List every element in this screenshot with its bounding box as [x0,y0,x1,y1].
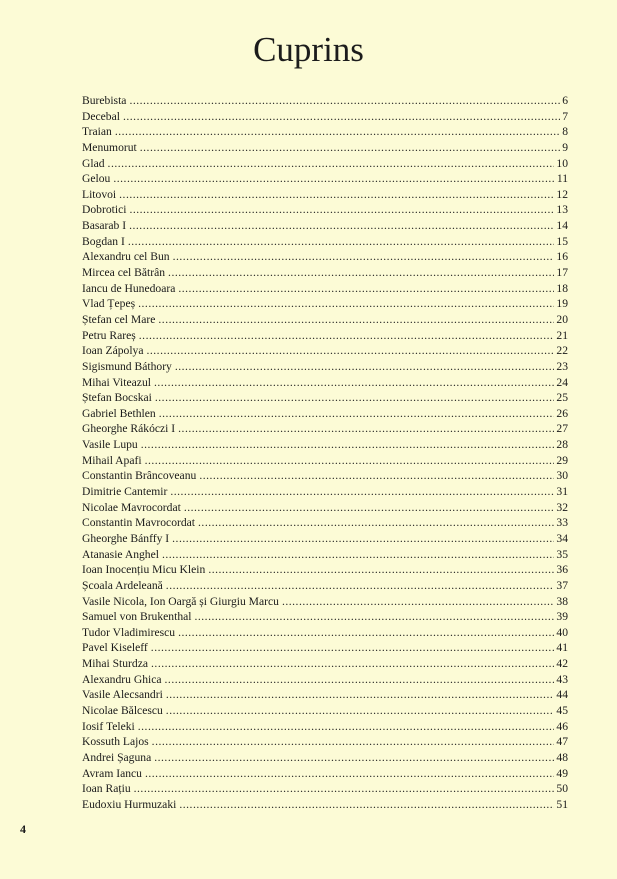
toc-entry-page: 27 [556,422,568,436]
toc-entry[interactable] [82,234,568,250]
dot-leader [145,453,555,469]
toc-entry-title: Iosif Teleki [82,719,135,733]
toc-entry-page: 45 [556,703,568,717]
toc-entry[interactable] [82,312,568,328]
toc-entry-title: Mihail Apafi [82,453,142,467]
toc-entry[interactable] [82,734,568,750]
toc-entry-page: 51 [556,797,568,811]
toc-entry-page: 23 [556,359,568,373]
toc-entry[interactable] [82,328,568,344]
toc-entry-page: 15 [556,234,568,248]
toc-entry-page: 36 [556,563,568,577]
toc-entry-title: Traian [82,125,112,139]
toc-entry-title: Gheorghe Rákóczi I [82,422,176,436]
toc-entry-page: 8 [562,125,568,139]
toc-entry[interactable] [82,249,568,265]
toc-entry-title: Nicolae Bălcescu [82,703,163,717]
toc-entry[interactable] [82,265,568,281]
dot-leader [108,156,555,172]
toc-entry-title: Nicolae Mavrocordat [82,500,181,514]
dot-leader [123,109,560,125]
table-of-contents [82,93,568,812]
toc-entry-page: 7 [562,109,568,123]
dot-leader [115,124,560,140]
dot-leader [138,719,555,735]
toc-entry-title: Burebista [82,94,127,107]
toc-entry-title: Gheorghe Bánffy I [82,531,170,545]
toc-entry-title: Dimitrie Cantemir [82,485,168,499]
toc-entry[interactable] [82,124,568,140]
toc-entry[interactable] [82,156,568,172]
toc-entry[interactable] [82,437,568,453]
toc-entry-title: Ioan Zápolya [82,344,144,358]
toc-entry[interactable] [82,202,568,218]
toc-entry-page: 43 [556,672,568,686]
toc-entry-page: 33 [556,516,568,530]
toc-entry-title: Mircea cel Bătrân [82,266,166,280]
toc-entry-page: 46 [556,719,568,733]
toc-entry[interactable] [82,281,568,297]
toc-entry-page: 14 [556,219,568,233]
toc-entry-page: 34 [556,531,568,545]
toc-entry-page: 24 [556,375,568,389]
dot-leader [158,312,554,328]
dot-leader [173,249,555,265]
toc-entry[interactable] [82,719,568,735]
toc-entry[interactable] [82,656,568,672]
toc-entry-title: Alexandru Ghica [82,672,162,686]
toc-entry[interactable] [82,547,568,563]
toc-entry[interactable] [82,500,568,516]
toc-entry-title: Tudor Vladimirescu [82,625,176,639]
toc-entry[interactable] [82,766,568,782]
toc-entry[interactable] [82,296,568,312]
toc-entry-page: 21 [556,328,568,342]
toc-entry-title: Vasile Alecsandri [82,688,163,702]
dot-leader [141,437,555,453]
toc-entry-title: Avram Iancu [82,766,142,780]
dot-leader [166,687,555,703]
toc-entry-page: 47 [556,735,568,749]
toc-entry-title: Alexandru cel Bun [82,250,170,264]
dot-leader [166,578,555,594]
toc-entry-title: Pavel Kiseleff [82,641,148,655]
dot-leader [178,625,554,641]
dot-leader [138,296,554,312]
toc-entry-title: Basarab I [82,219,127,233]
toc-entry-title: Vlad Țepeș [82,297,136,311]
toc-entry[interactable] [82,375,568,391]
toc-entry-title: Constantin Mavrocordat [82,516,196,530]
toc-entry-title: Școala Ardeleană [82,578,163,592]
toc-entry-page: 6 [562,94,568,107]
toc-entry[interactable] [82,672,568,688]
page-title: Cuprins [253,30,364,69]
toc-entry[interactable] [82,343,568,359]
toc-entry-title: Mihai Viteazul [82,375,151,389]
toc-entry-title: Litovoi [82,187,117,201]
toc-entry-title: Ștefan cel Mare [82,312,156,326]
toc-entry[interactable] [82,750,568,766]
toc-entry-title: Petru Rareș [82,328,136,342]
toc-entry[interactable] [82,562,568,578]
toc-entry-title: Andrei Șaguna [82,750,152,764]
toc-entry-page: 22 [556,344,568,358]
toc-entry[interactable] [82,93,568,109]
toc-entry[interactable] [82,140,568,156]
dot-leader [154,375,554,391]
toc-entry[interactable] [82,359,568,375]
dot-leader [152,734,555,750]
toc-entry-page: 9 [562,140,568,154]
toc-entry-title: Dobrotici [82,203,127,217]
toc-entry-title: Decebal [82,109,120,123]
toc-entry-page: 18 [556,281,568,295]
dot-leader [179,797,554,813]
toc-entry[interactable] [82,687,568,703]
toc-entry-title: Mihai Sturdza [82,657,149,671]
toc-entry[interactable] [82,484,568,500]
toc-entry[interactable] [82,781,568,797]
toc-entry-page: 35 [556,547,568,561]
toc-entry[interactable] [82,703,568,719]
toc-entry[interactable] [82,421,568,437]
dot-leader [155,390,555,406]
toc-entry[interactable] [82,515,568,531]
dot-leader [168,265,554,281]
toc-entry-title: Eudoxiu Hurmuzaki [82,797,177,811]
dot-leader [199,468,554,484]
toc-entry-title: Glad [82,156,105,170]
toc-entry[interactable] [82,187,568,203]
toc-entry-title: Vasile Nicola, Ion Oargă și Giurgiu Marcu [82,594,279,608]
toc-entry[interactable] [82,640,568,656]
toc-entry-title: Gelou [82,172,111,186]
dot-leader [129,202,554,218]
toc-entry-page: 20 [556,312,568,326]
dot-leader [151,640,555,656]
dot-leader [159,406,555,422]
toc-entry-page: 32 [556,500,568,514]
toc-entry-page: 16 [556,250,568,264]
toc-entry[interactable] [82,531,568,547]
toc-entry-title: Constantin Brâncoveanu [82,469,197,483]
toc-entry-page: 11 [556,172,568,186]
toc-entry[interactable] [82,625,568,641]
dot-leader [282,594,554,610]
toc-entry[interactable] [82,609,568,625]
dot-leader [151,656,554,672]
toc-entry-page: 48 [556,750,568,764]
dot-leader [165,672,555,688]
dot-leader [172,531,554,547]
toc-entry-page: 49 [556,766,568,780]
toc-entry[interactable] [82,594,568,610]
dot-leader [184,500,555,516]
dot-leader [162,547,554,563]
dot-leader [129,218,554,234]
toc-entry-page: 13 [556,203,568,217]
toc-entry-page: 19 [556,297,568,311]
toc-entry-title: Menumorut [82,140,137,154]
dot-leader [119,187,554,203]
toc-entry-page: 29 [556,453,568,467]
dot-leader [139,328,555,344]
toc-entry-title: Gabriel Bethlen [82,406,156,420]
dot-leader [208,562,554,578]
toc-entry[interactable] [82,468,568,484]
dot-leader [129,93,560,109]
toc-entry[interactable] [82,453,568,469]
toc-entry-page: 50 [556,782,568,796]
toc-entry-title: Samuel von Brukenthal [82,610,192,624]
toc-entry-page: 37 [556,578,568,592]
toc-entry-title: Ioan Inocențiu Micu Klein [82,563,206,577]
toc-entry-page: 25 [556,391,568,405]
toc-entry-page: 31 [556,485,568,499]
toc-entry-page: 28 [556,438,568,452]
toc-entry-page: 39 [556,610,568,624]
toc-entry-page: 30 [556,469,568,483]
dot-leader [170,484,554,500]
toc-entry[interactable] [82,218,568,234]
dot-leader [166,703,555,719]
toc-entry-page: 41 [556,641,568,655]
dot-leader [128,234,555,250]
dot-leader [194,609,554,625]
toc-entry[interactable] [82,797,568,813]
dot-leader [134,781,555,797]
page-number: 4 [20,822,26,836]
toc-entry[interactable] [82,390,568,406]
dot-leader [175,359,555,375]
toc-entry-page: 17 [556,266,568,280]
toc-entry-title: Ioan Rațiu [82,782,131,796]
toc-entry-title: Iancu de Hunedoara [82,281,176,295]
toc-entry-title: Vasile Lupu [82,438,138,452]
dot-leader [145,766,554,782]
toc-entry-page: 26 [556,406,568,420]
toc-entry-page: 44 [556,688,568,702]
toc-entry[interactable] [82,171,568,187]
toc-entry-title: Kossuth Lajos [82,735,149,749]
toc-entry[interactable] [82,578,568,594]
toc-entry-title: Ștefan Bocskai [82,391,152,405]
toc-entry-page: 12 [556,187,568,201]
dot-leader [178,421,554,437]
toc-entry-page: 42 [556,657,568,671]
dot-leader [154,750,554,766]
toc-entry-title: Sigismund Báthory [82,359,172,373]
dot-leader [178,281,554,297]
toc-entry-page: 38 [556,594,568,608]
toc-entry-title: Atanasie Anghel [82,547,159,561]
dot-leader [140,140,560,156]
dot-leader [113,171,554,187]
toc-entry-page: 40 [556,625,568,639]
toc-entry[interactable] [82,406,568,422]
dot-leader [198,515,554,531]
toc-entry[interactable] [82,109,568,125]
dot-leader [146,343,554,359]
toc-entry-page: 10 [556,156,568,170]
toc-entry-title: Bogdan I [82,234,125,248]
